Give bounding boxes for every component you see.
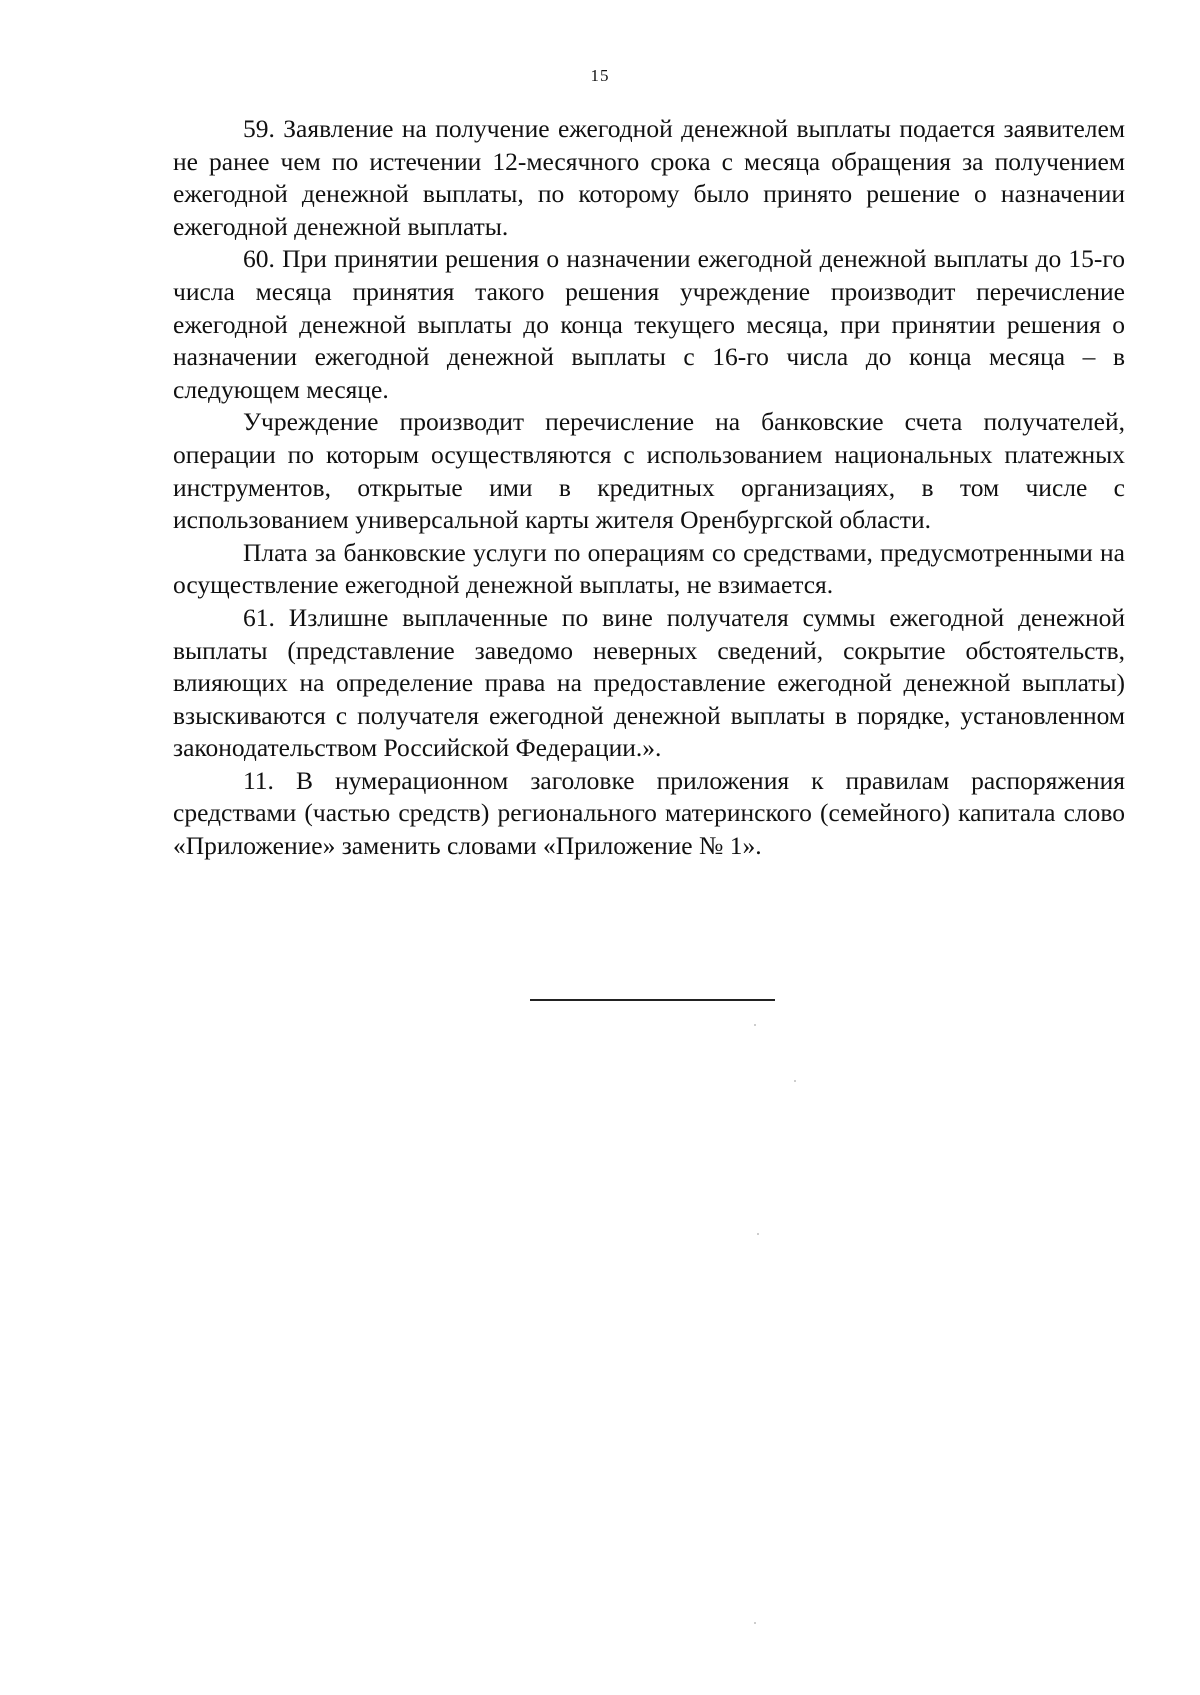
document-body xyxy=(173,113,1125,863)
scan-speck xyxy=(757,1233,759,1235)
paragraph-bank-fees: Плата за банковские услуги по операциям со средствами, предусмотренными на осуществление ежегодной денежной выплаты, не взимается. xyxy=(173,537,1125,600)
paragraph-61: 61. Излишне выплаченные по вине получателя суммы ежегодной денежной выплаты (представление заведомо неверных сведений, сокрытие обстоятельств, влияющих на определение права на предоставление ежегодной денежной выплаты) взыскиваются с получателя ежегодной денежной выплаты в порядке, установленном законодательством Российской Федерации.». xyxy=(173,602,1125,763)
paragraph-60: 60. При принятии решения о назначении ежегодной денежной выплаты до 15-го числа месяца принятия такого решения учреждение производит перечисление ежегодной денежной выплаты до конца текущего месяца, при принятии решения о назначении ежегодной денежной выплаты с 16-го числа до конца месяца – в следующем месяце. xyxy=(173,244,1125,404)
page-number: 15 xyxy=(590,66,610,85)
paragraph-59: 59. Заявление на получение ежегодной денежной выплаты подается заявителем не ранее чем по истечении 12-месячного срока с месяца обращения за получением ежегодной денежной выплаты, по которому было принято решение о назначении ежегодной денежной выплаты. xyxy=(173,114,1125,241)
scan-speck xyxy=(794,1080,796,1082)
end-separator-line xyxy=(530,999,775,1001)
scan-speck xyxy=(754,1024,756,1026)
paragraph-11: 11. В нумерационном заголовке приложения к правилам распоряжения средствами (частью средств) регионального материнского (семейного) капитала слово «Приложение» заменить словами «Приложение № 1». xyxy=(173,765,1125,861)
paragraph-bank-accounts: Учреждение производит перечисление на банковские счета получателей, операции по которым осуществляются с использованием национальных платежных инструментов, открытые ими в кредитных организациях, в том числе с использованием универсальной карты жителя Оренбургской области. xyxy=(173,407,1125,535)
scan-speck xyxy=(754,1622,756,1624)
